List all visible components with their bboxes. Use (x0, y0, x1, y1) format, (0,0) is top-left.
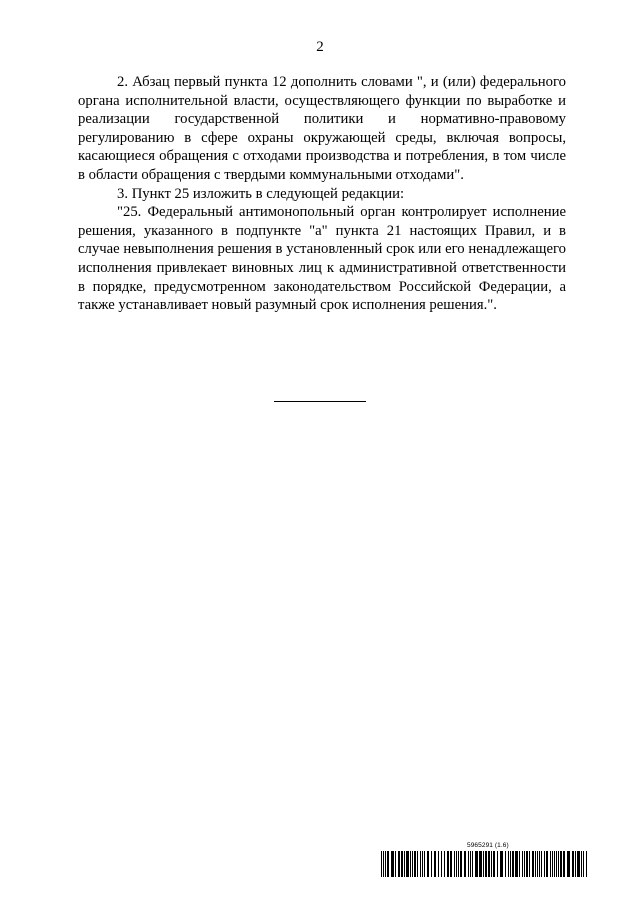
barcode-icon (381, 851, 587, 877)
page-number: 2 (316, 39, 324, 55)
end-separator-line (274, 401, 366, 402)
paragraph-item-2: 2. Абзац первый пункта 12 дополнить словами ", и (или) федерального органа исполнительной власти, осуществляющего функции по выработке и реализации государственной политики и нормативно-правовому регулированию в сфере охраны окружающей среды, включая вопросы, касающиеся обращения с отходами производства и потребления, в том числе в области обращения с твердыми коммунальными отходами". (78, 74, 566, 183)
paragraph-item-3: 3. Пункт 25 изложить в следующей редакции: (117, 185, 405, 202)
document-code: 5965291 (1.6) (467, 842, 509, 849)
document-body (78, 73, 566, 315)
paragraph-item-3-text: "25. Федеральный антимонопольный орган контролирует исполнение решения, указанного в подпункте "а" пункта 21 настоящих Правил, и в случае невыполнения решения в установленный срок или его ненадлежащего исполнения привлекает виновных лиц к административной ответственности в порядке, предусмотренном законодательством Российской Федерации, а также устанавливает новый разумный срок исполнения решения.". (78, 204, 566, 314)
